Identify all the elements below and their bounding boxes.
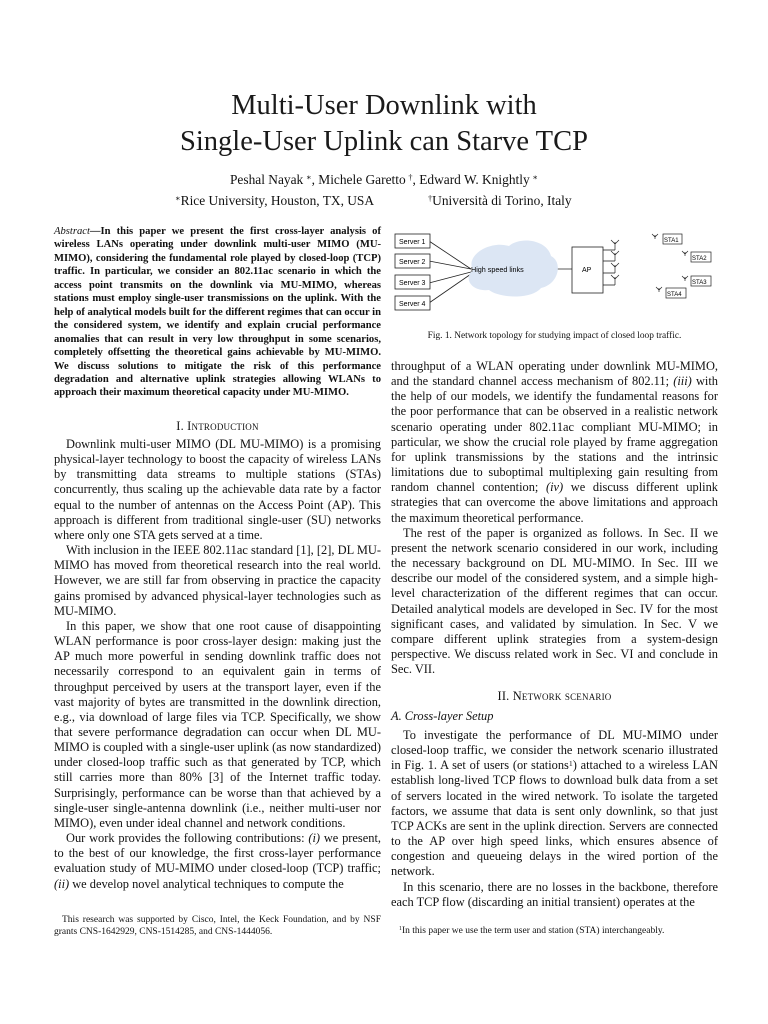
affiliation-text: Università di Torino, Italy bbox=[432, 193, 572, 208]
footnote-text: In this paper we use the term user and station (STA) interchangeably. bbox=[401, 926, 665, 936]
author-name: Michele Garetto bbox=[318, 172, 406, 187]
right-column-body bbox=[391, 359, 718, 677]
text-run: To investigate the performance of DL MU-MIMO under closed-loop traffic, we consider the network scenario illustrated in Fig. 1. A set of users (or stations bbox=[391, 728, 718, 773]
abstract-text: —In this paper we present the first cross-layer analysis of wireless LANs operating under downlink multi-user MIMO (MU-MIMO), considering the fundamental role played by closed-loop (TCP) traffic. In particular, we consider an 802.11ac scenario in which the access point transmits on the downlink via MU-MIMO, whereas stations must employ single-user transmissions on the uplink. With the help of analytical models built for the different regimes that can occur in the considered system, we identify and explain crucial performance anomalies that can result in very low throughput in some scenarios, completely offsetting the theoretical gains achievable by MU-MIMO. We discuss solutions to mitigate the risk of this performance degradation and alternative uplink strategies allowing WLANs to approach their maximum theoretical capacity under MU-MIMO. bbox=[54, 226, 382, 399]
figure-caption: Fig. 1. Network topology for studying impact of closed loop traffic. bbox=[427, 331, 682, 341]
station-node bbox=[652, 234, 682, 244]
subsection-heading-cross-layer: A. Cross-layer Setup bbox=[391, 709, 494, 723]
author-separator: , bbox=[311, 172, 319, 187]
text-run: (i) bbox=[308, 831, 321, 846]
server-label: Server 4 bbox=[399, 301, 426, 308]
antenna-icon bbox=[682, 251, 688, 256]
author-separator: , bbox=[412, 172, 420, 187]
antenna-icon bbox=[652, 234, 658, 239]
affiliation-mark: † bbox=[408, 173, 413, 182]
antenna-icon bbox=[611, 240, 619, 285]
figure-network-topology bbox=[391, 226, 721, 326]
server-box bbox=[395, 296, 430, 310]
paragraph bbox=[54, 831, 381, 892]
text-run: (ii) bbox=[54, 876, 70, 891]
text-run: Our work provides the following contributions: bbox=[66, 831, 309, 846]
paragraph: In this scenario, there are no losses in the backbone, therefore each TCP flow (discarding an initial transient) operates at the bbox=[391, 879, 718, 909]
affiliation-rice bbox=[175, 193, 374, 209]
text-run: throughput of a WLAN operating under downlink MU-MIMO, and the standard channel access mechanism of 802.11; bbox=[391, 359, 718, 389]
paragraph: In this paper, we show that one root cause of disappointing WLAN performance is poor cross-layer design: making just the AP much more powerful in sending downlink traffic does not necessarily correspond to an equivalent gain in terms of throughput perceived by users at the transport layer, even if the vast majority of bytes are transmitted in the downlink direction, e.g., via download of large files via TCP. Specifically, we show that severe performance degradation can occur when DL MU-MIMO is coupled with a single-user uplink (as now standardized) under closed-loop traffic such as that generated by TCP, which still carries more than 80% [3] of the Internet traffic today. Surprisingly, performance can be worse than that achieved by a single-user single-antenna downlink (i.e., neither multi-user nor MIMO), even under ideal channel and network conditions. bbox=[54, 618, 381, 830]
paragraph bbox=[391, 728, 718, 880]
server-box bbox=[395, 275, 430, 289]
server-box bbox=[395, 254, 430, 268]
paragraph bbox=[391, 359, 718, 526]
text-run: ) attached to a wireless LAN establish long-lived TCP flows to download bulk data from a set of servers located in the wired network. To isolate the targeted factors, we assume that data is sent only downlink, so that just TCP ACKs are sent in the uplink direction. Servers are connected to the AP over high speed links, which ensures absence of congestion and queueing delays in the wired portion of the network. bbox=[391, 758, 718, 879]
terminology-footnote bbox=[391, 925, 718, 937]
affiliation-mark: † bbox=[428, 194, 433, 203]
station-label: STA4 bbox=[667, 292, 682, 298]
antenna-icon bbox=[682, 276, 688, 281]
affiliation-torino bbox=[428, 193, 572, 209]
abstract bbox=[54, 225, 381, 400]
text-run: with the help of our models, we identify the fundamental reasons for the poor performance that can be observed in a realistic network scenario operating under 802.11ac compliant MU-MIMO; in particular, we show the crucial role played by frame aggregation for uplink transmissions by the stations and the intrinsic limitations due to suboptimal multiplexing gain resulting from random channel contention; bbox=[391, 374, 718, 495]
server-label: Server 3 bbox=[399, 280, 426, 287]
paragraph: The rest of the paper is organized as follows. In Sec. II we present the network scenario considered in our work, including the necessary background on DL MU-MIMO. In Sec. III we describe our model of the considered system, and a simple high-level characterization of the different regimes that can occur. Detailed analytical models are developed in Sec. IV for the most significant cases, and validated by simulation. In Sec. V we compare different uplink strategies from a system-design perspective. We discuss related work in Sec. VI and conclude in Sec. VII. bbox=[391, 525, 718, 677]
affiliation-mark: ∗ bbox=[175, 194, 181, 203]
paragraph: With inclusion in the IEEE 802.11ac standard [1], [2], DL MU-MIMO has moved from theoretical research into the real world. However, we are still far from observing in practice the capacity gains promised by advanced physical-layer technologies such as MU-MIMO. bbox=[54, 543, 381, 618]
author-name: Edward W. Knightly bbox=[419, 172, 530, 187]
station-node bbox=[656, 287, 686, 298]
text-run: we develop novel analytical techniques to compute the bbox=[69, 876, 344, 891]
station-label: STA1 bbox=[664, 238, 679, 244]
affiliation-text: Rice University, Houston, TX, USA bbox=[180, 193, 375, 208]
footnote-mark: 1 bbox=[399, 926, 402, 932]
introduction-body bbox=[54, 437, 381, 892]
author-name: Peshal Nayak bbox=[229, 172, 304, 187]
title-line-2: Single-User Uplink can Starve TCP bbox=[180, 126, 588, 157]
paragraph: Downlink multi-user MIMO (DL MU-MIMO) is a promising physical-layer technology to boost the capacity of wireless LANs by transmitting data streams to multiple stations (STAs) concurrently, thus scaling up the achievable data rate by a factor equal to the number of antennas on the Access Point (AP). This approach is different from traditional single-user (SU) networks where only one STA gets served at a time. bbox=[54, 437, 381, 542]
abstract-lead: Abstract bbox=[54, 226, 90, 237]
title-line-1: Multi-User Downlink with bbox=[231, 90, 537, 121]
server-label: Server 1 bbox=[399, 239, 426, 246]
access-point-box bbox=[572, 247, 603, 293]
affiliation-mark: ∗ bbox=[532, 173, 538, 182]
station-label: STA2 bbox=[692, 256, 707, 262]
section-heading-network-scenario: II. Network scenario bbox=[497, 689, 612, 703]
section-heading-introduction: I. Introduction bbox=[176, 419, 259, 433]
text-run: we discuss different uplink strategies that can overcome the above limitations and approach the maximum theoretical performance. bbox=[391, 480, 719, 525]
station-node bbox=[682, 251, 711, 262]
antenna-icon bbox=[656, 287, 662, 292]
author-list bbox=[0, 172, 768, 188]
text-run: we present, to the best of our knowledge, the first cross-layer performance evaluation study of MU-MIMO under closed-loop (TCP) traffic; bbox=[54, 831, 381, 876]
text-run: (iv) bbox=[545, 480, 564, 495]
network-scenario-body bbox=[391, 728, 718, 910]
server-box bbox=[395, 234, 430, 248]
station-label: STA3 bbox=[692, 280, 707, 286]
ap-label: AP bbox=[582, 267, 592, 274]
network-topology-diagram bbox=[391, 226, 721, 326]
affiliation-mark: ∗ bbox=[305, 173, 312, 182]
cloud-label: High speed links bbox=[471, 265, 524, 274]
footnote-mark: 1 bbox=[568, 759, 573, 769]
text-run: (iii) bbox=[673, 374, 692, 389]
station-node bbox=[682, 276, 711, 286]
server-label: Server 2 bbox=[399, 259, 426, 266]
paper-title bbox=[0, 88, 768, 160]
funding-footnote: This research was supported by Cisco, Intel, the Keck Foundation, and by NSF grants CNS-1642929, CNS-1514285, and CNS-1444056. bbox=[54, 915, 381, 937]
